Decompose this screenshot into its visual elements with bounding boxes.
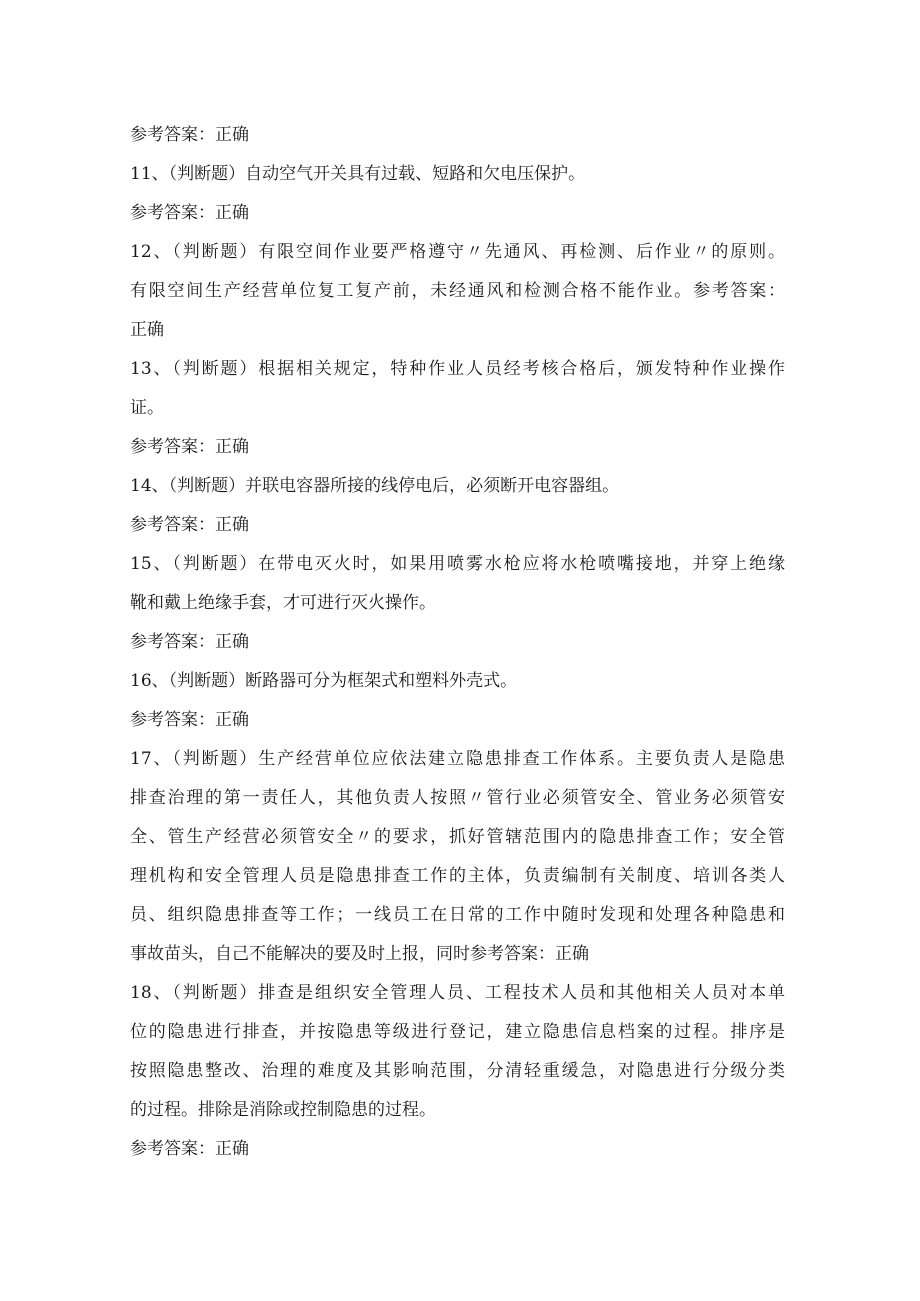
question-14-line: 14、（判断题）并联电容器所接的线停电后，必须断开电容器组。 — [130, 476, 620, 496]
answer-line: 参考答案：正确 — [130, 515, 249, 535]
question-18-line: 按照隐患整改、治理的难度及其影响范围，分清轻重缓急，对隐患进行分级分类 — [130, 1061, 785, 1081]
answer-line: 参考答案：正确 — [130, 437, 249, 457]
question-17-line: 排查治理的第一责任人，其他负责人按照〃管行业必须管安全、管业务必须管安 — [130, 788, 785, 808]
question-12-line: 有限空间生产经营单位复工复产前，未经通风和检测合格不能作业。参考答案： — [130, 281, 785, 301]
answer-line: 参考答案：正确 — [130, 1139, 249, 1159]
question-17-line: 全、管生产经营必须管安全〃的要求，抓好管辖范围内的隐患排查工作；安全管 — [130, 827, 785, 847]
question-17-line: 17、（判断题）生产经营单位应依法建立隐患排查工作体系。主要负责人是隐患 — [130, 749, 785, 769]
question-15-line: 靴和戴上绝缘手套，才可进行灭火操作。 — [130, 593, 436, 613]
question-18-line: 18、（判断题）排查是组织安全管理人员、工程技术人员和其他相关人员对本单 — [130, 983, 785, 1003]
answer-line: 参考答案：正确 — [130, 710, 249, 730]
answer-line: 参考答案：正确 — [130, 203, 249, 223]
question-17-line: 理机构和安全管理人员是隐患排查工作的主体，负责编制有关制度、培训各类人 — [130, 866, 785, 886]
answer-line: 参考答案：正确 — [130, 632, 249, 652]
question-13-line: 证。 — [130, 398, 164, 418]
question-16-line: 16、（判断题）断路器可分为框架式和塑料外壳式。 — [130, 671, 518, 691]
question-13-line: 13、（判断题）根据相关规定，特种作业人员经考核合格后，颁发特种作业操作 — [130, 359, 785, 379]
answer-line: 正确 — [130, 320, 164, 340]
question-18-line: 位的隐患进行排查，并按隐患等级进行登记，建立隐患信息档案的过程。排序是 — [130, 1022, 785, 1042]
question-17-line: 事故苗头，自己不能解决的要及时上报，同时参考答案：正确 — [130, 944, 589, 964]
question-15-line: 15、（判断题）在带电灭火时，如果用喷雾水枪应将水枪喷嘴接地，并穿上绝缘 — [130, 554, 785, 574]
question-18-line: 的过程。排除是消除或控制隐患的过程。 — [130, 1100, 436, 1120]
document-page — [130, 116, 785, 1169]
question-11-line: 11、（判断题）自动空气开关具有过载、短路和欠电压保护。 — [130, 164, 586, 184]
answer-line: 参考答案：正确 — [130, 125, 249, 145]
question-17-line: 员、组织隐患排查等工作；一线员工在日常的工作中随时发现和处理各种隐患和 — [130, 905, 785, 925]
question-12-line: 12、（判断题）有限空间作业要严格遵守〃先通风、再检测、后作业〃的原则。 — [130, 242, 785, 262]
